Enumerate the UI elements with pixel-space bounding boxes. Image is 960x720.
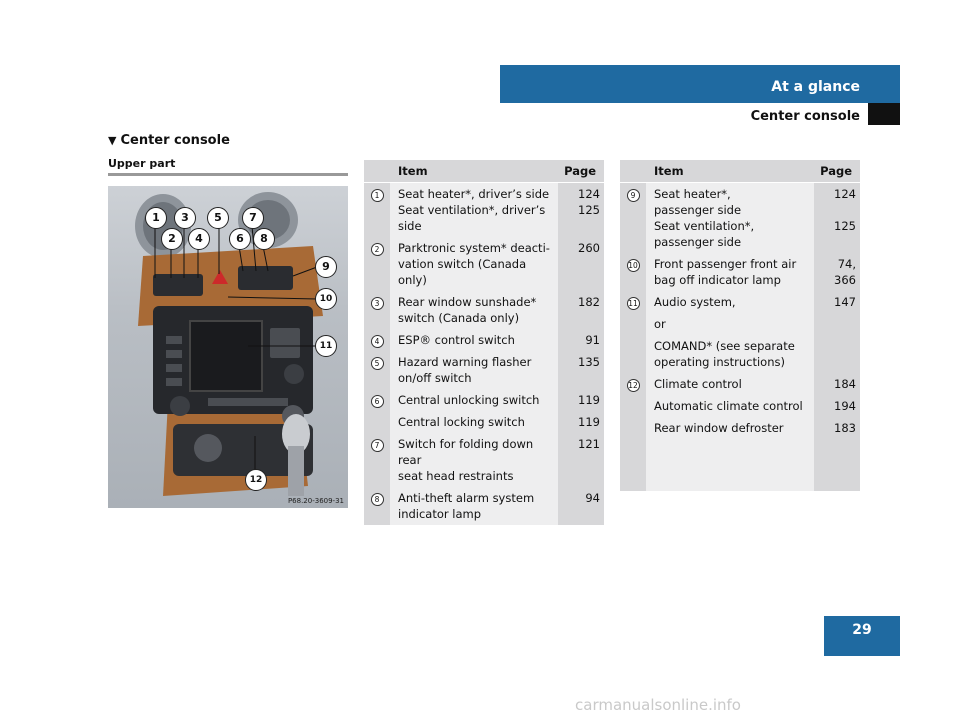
item-description: Automatic climate control [646,395,814,417]
item-description: COMAND* (see separate operating instructions) [646,335,814,373]
callout-1: 1 [145,207,167,229]
item-description: Seat heater*, passenger side Seat ventilation*, passenger side [646,183,814,254]
item-description: Parktronic system* deacti- vation switch (Canada only) [390,237,558,291]
page-reference: 260 [558,237,604,291]
item-number [620,253,646,291]
page-reference: 94 [558,487,604,525]
table-row [620,183,860,254]
item-number [620,373,646,395]
number-badge: 5 [371,357,384,370]
number-badge: 7 [371,439,384,452]
section-title-text: Center console [120,133,230,148]
section-header: Center console [750,109,860,124]
divider [108,173,348,176]
number-badge: 4 [371,335,384,348]
table-row [620,395,860,417]
spacer-cell [814,439,860,491]
table-row [620,373,860,395]
num-header [620,160,646,183]
item-number [364,329,390,351]
number-badge: 6 [371,395,384,408]
spacer-cell [620,439,646,491]
number-badge: 3 [371,297,384,310]
page-reference: 124 125 [558,183,604,238]
reference-table-left [364,160,604,525]
table-row [364,291,604,329]
item-description: Hazard warning flasher on/off switch [390,351,558,389]
page-number-box [824,616,900,656]
page-reference: 121 [558,433,604,487]
item-header: Item [390,160,558,183]
item-description: Audio system, [646,291,814,313]
triangle-down-icon: ▼ [108,134,117,147]
page-reference: 147 [814,291,860,313]
page-reference: 119 [558,389,604,411]
section-title [108,133,230,148]
table-row [364,433,604,487]
item-description: Seat heater*, driver’s side Seat ventilation*, driver’s side [390,183,558,238]
number-badge: 2 [371,243,384,256]
table-spacer [620,439,860,491]
page-number: 29 [852,622,872,638]
page-reference: 184 [814,373,860,395]
item-number [620,417,646,439]
number-badge: 11 [628,299,638,308]
center-console-photo [108,186,348,508]
item-number [364,411,390,433]
item-number [620,183,646,254]
table-row [620,417,860,439]
table-row [620,313,860,335]
callout-9: 9 [315,256,337,278]
item-description: Central locking switch [390,411,558,433]
callout-12: 12 [245,469,267,491]
item-description: Central unlocking switch [390,389,558,411]
console-illustration [108,186,348,508]
item-number [620,291,646,313]
number-badge: 12 [628,381,638,390]
item-number [364,183,390,238]
table-row [620,253,860,291]
item-description: ESP® control switch [390,329,558,351]
item-description: Front passenger front air bag off indicator lamp [646,253,814,291]
callout-10: 10 [315,288,337,310]
item-description: Climate control [646,373,814,395]
header-bar [500,65,900,103]
item-description: Anti-theft alarm system indicator lamp [390,487,558,525]
page-reference: 74, 366 [814,253,860,291]
callout-2: 2 [161,228,183,250]
callout-6: 6 [229,228,251,250]
subhead: Upper part [108,157,176,170]
page-reference [814,313,860,335]
reference-table-right [620,160,860,491]
item-number [620,335,646,373]
page-reference: 183 [814,417,860,439]
num-header [364,160,390,183]
table-row [364,411,604,433]
callout-4: 4 [188,228,210,250]
item-number [364,351,390,389]
callout-11: 11 [315,335,337,357]
page-header: Page [814,160,860,183]
table-row [364,487,604,525]
number-badge: 10 [628,261,638,270]
watermark: carmanualsonline.info [575,696,741,714]
table-row [620,335,860,373]
page-reference: 91 [558,329,604,351]
number-badge: 1 [371,189,384,202]
item-description: Switch for folding down rear seat head restraints [390,433,558,487]
number-badge: 8 [371,493,384,506]
header-marker [868,103,900,125]
item-description: Rear window sunshade* switch (Canada only) [390,291,558,329]
item-number [364,433,390,487]
table-row [364,389,604,411]
page-reference: 124 125 [814,183,860,254]
table-row [364,329,604,351]
table-row [364,351,604,389]
page-header: Page [558,160,604,183]
item-number [364,487,390,525]
page-reference: 182 [558,291,604,329]
item-header: Item [646,160,814,183]
item-number [364,237,390,291]
item-number [620,395,646,417]
item-number [620,313,646,335]
spacer-cell [646,439,814,491]
item-description: Rear window defroster [646,417,814,439]
table-row [364,183,604,238]
page-reference: 194 [814,395,860,417]
callout-5: 5 [207,207,229,229]
item-description: or [646,313,814,335]
callout-3: 3 [174,207,196,229]
page-reference [814,335,860,373]
table-row [620,291,860,313]
item-number [364,291,390,329]
page-reference: 119 [558,411,604,433]
table-row [364,237,604,291]
page-reference: 135 [558,351,604,389]
callout-7: 7 [242,207,264,229]
item-number [364,389,390,411]
number-badge: 9 [627,189,640,202]
image-code: P68.20-3609-31 [287,497,344,505]
chapter-title: At a glance [771,79,860,95]
callout-8: 8 [253,228,275,250]
